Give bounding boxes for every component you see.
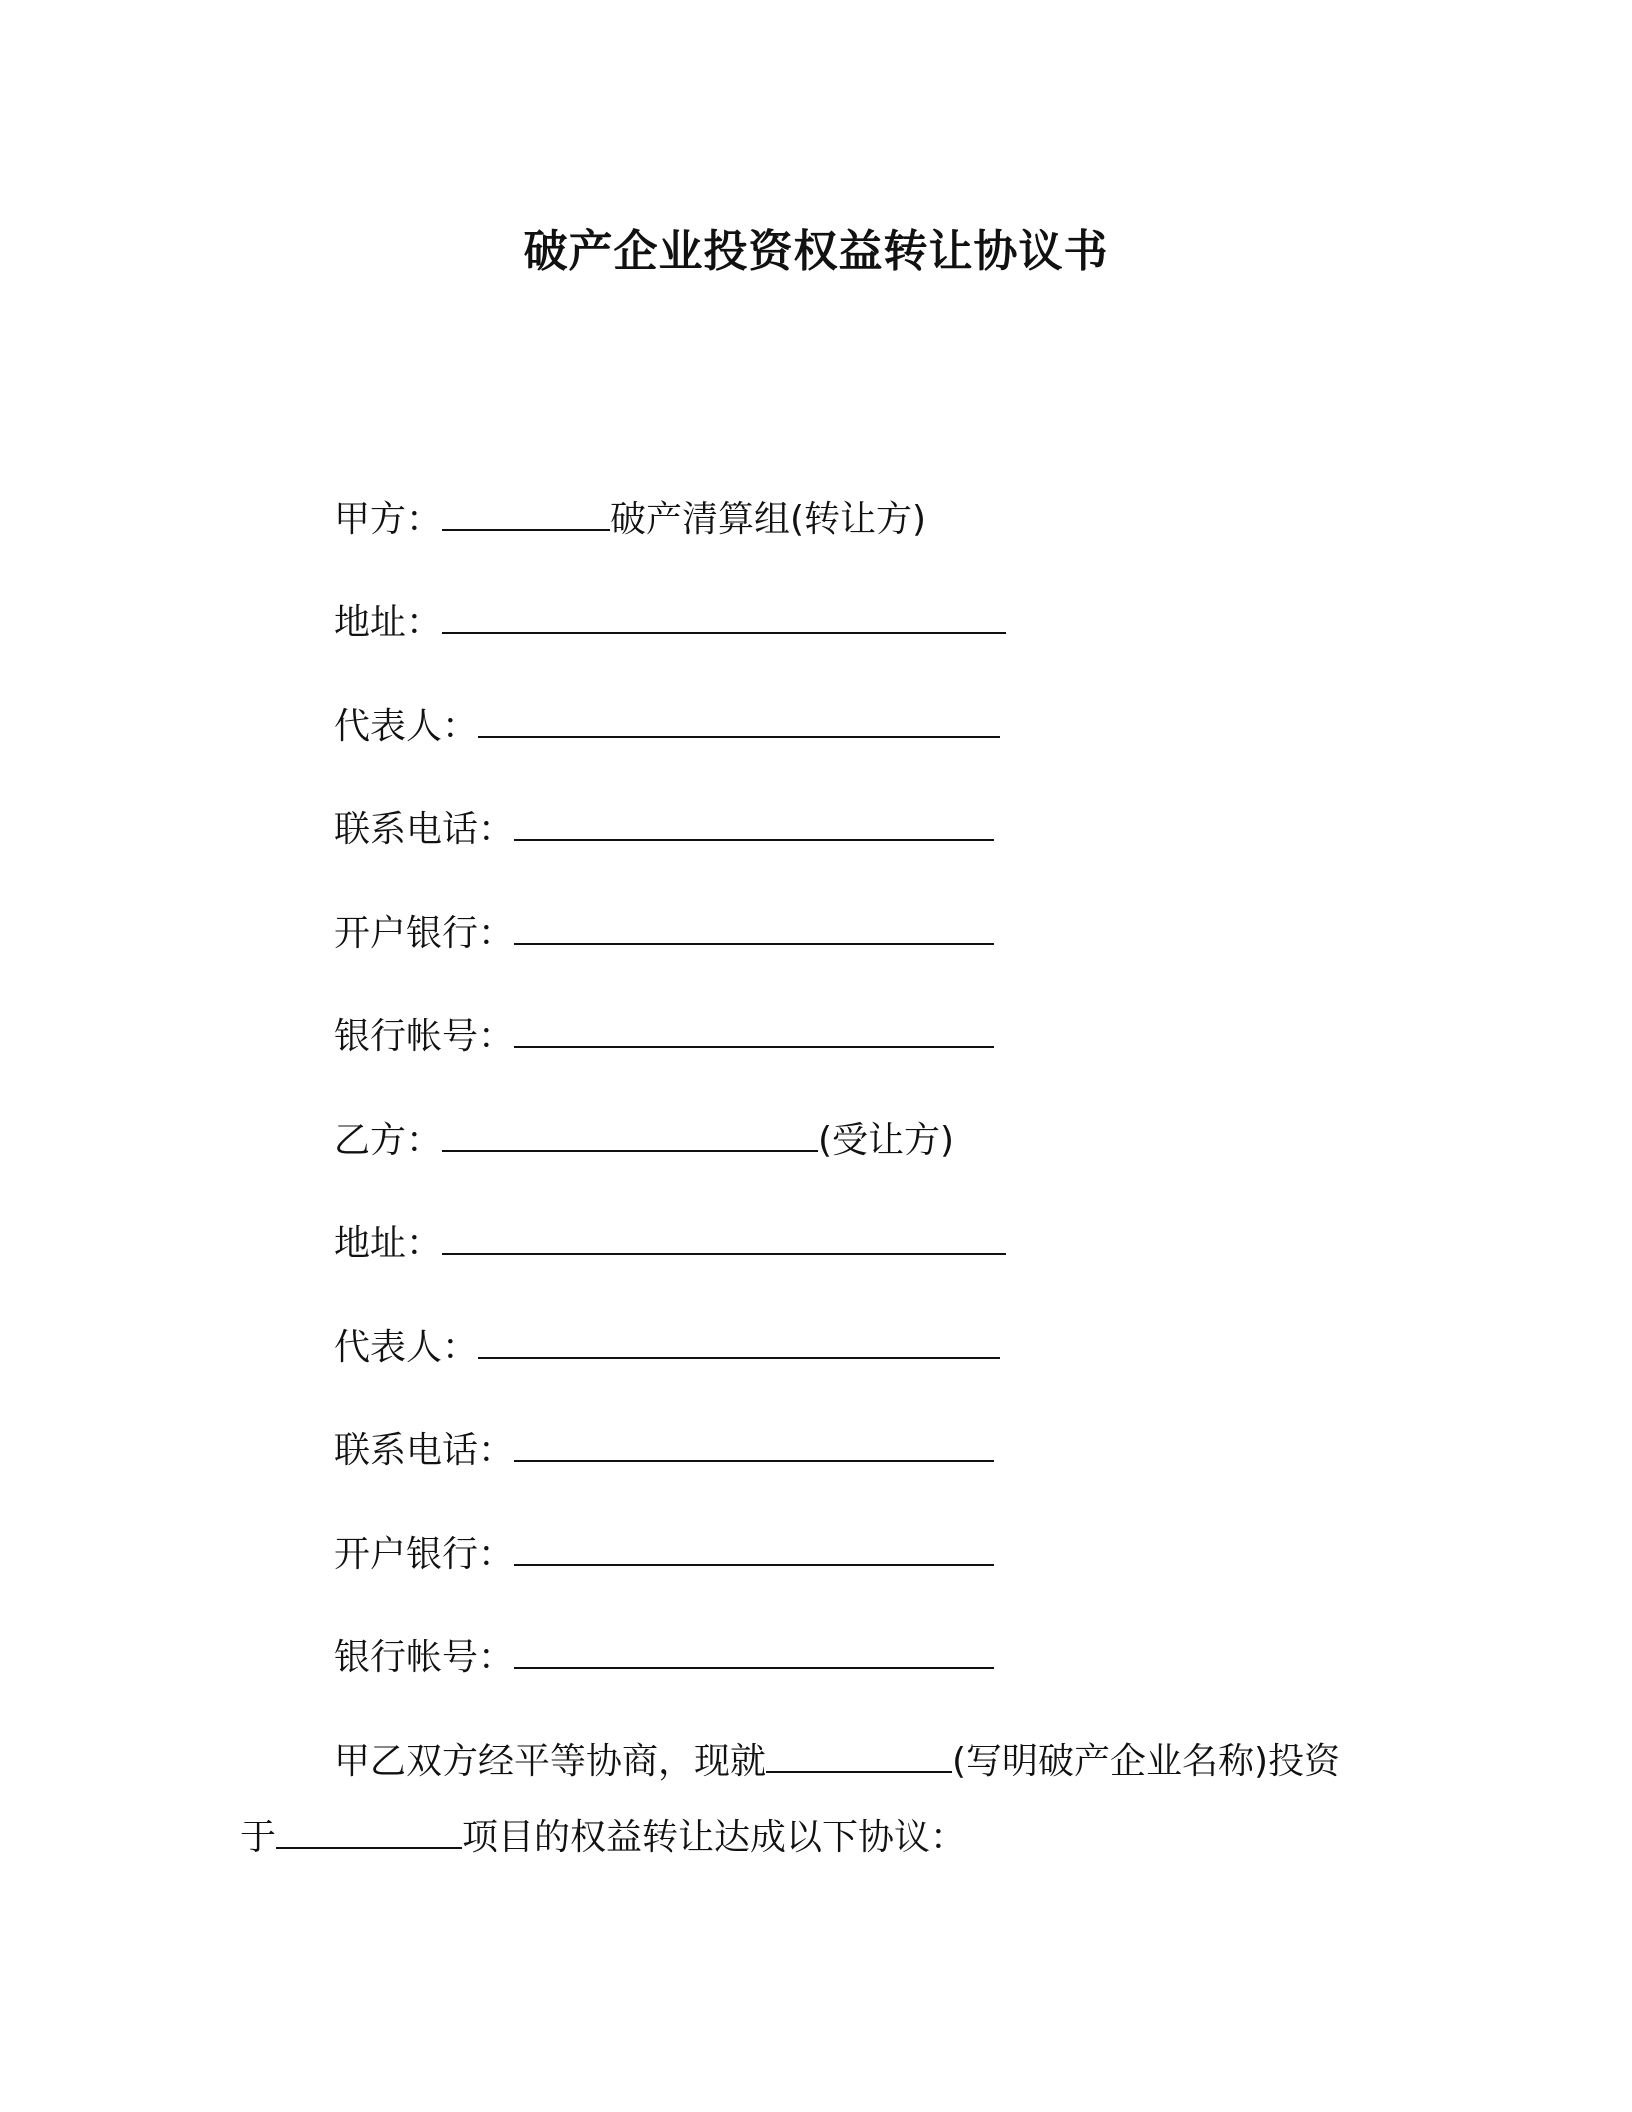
party-b-address-line [334, 1219, 1006, 1267]
party-a-address-label: 地址： [334, 602, 443, 643]
party-b-account-label: 银行帐号： [334, 1637, 515, 1678]
party-a-address-line [334, 598, 1006, 646]
party-a-phone-label: 联系电话： [334, 809, 515, 850]
party-b-line [334, 1116, 954, 1164]
party-b-label: 乙方： [334, 1120, 443, 1161]
party-a-account-line [334, 1012, 994, 1060]
intro-line-2-suffix: 项目的权益转让达成以下协议： [462, 1817, 967, 1858]
intro-line-1-prefix: 甲乙双方经平等协商，现就 [334, 1741, 767, 1782]
party-a-phone-line [334, 805, 994, 853]
party-a-representative-label: 代表人： [334, 706, 479, 747]
party-b-account-line [334, 1633, 994, 1681]
party-b-address-blank[interactable] [442, 1219, 1006, 1255]
party-a-bank-label: 开户银行： [334, 913, 515, 954]
party-a-address-blank[interactable] [442, 598, 1006, 634]
bankrupt-company-name-blank[interactable] [766, 1737, 952, 1773]
party-a-name-blank[interactable] [442, 495, 610, 531]
party-a-line [334, 495, 926, 543]
intro-line-1-suffix: (写明破产企业名称)投资 [952, 1741, 1341, 1782]
party-b-bank-line [334, 1530, 994, 1578]
intro-line-1 [334, 1737, 1340, 1786]
party-b-representative-label: 代表人： [334, 1327, 479, 1368]
party-b-phone-blank[interactable] [514, 1426, 994, 1462]
investment-project-blank[interactable] [276, 1813, 462, 1849]
party-a-bank-blank[interactable] [514, 909, 994, 945]
intro-line-2-prefix: 于 [240, 1817, 277, 1858]
party-a-bank-line [334, 909, 994, 957]
party-b-phone-label: 联系电话： [334, 1430, 515, 1471]
party-b-suffix: (受让方) [818, 1120, 955, 1161]
party-a-label: 甲方： [334, 499, 443, 540]
party-a-representative-blank[interactable] [478, 702, 1000, 738]
party-b-account-blank[interactable] [514, 1633, 994, 1669]
party-a-representative-line [334, 702, 1000, 750]
party-b-phone-line [334, 1426, 994, 1474]
party-b-bank-blank[interactable] [514, 1530, 994, 1566]
party-a-phone-blank[interactable] [514, 805, 994, 841]
party-b-name-blank[interactable] [442, 1116, 818, 1152]
party-b-bank-label: 开户银行： [334, 1534, 515, 1575]
party-b-representative-line [334, 1323, 1000, 1371]
party-a-account-label: 银行帐号： [334, 1016, 515, 1057]
party-b-address-label: 地址： [334, 1223, 443, 1264]
party-b-representative-blank[interactable] [478, 1323, 1000, 1359]
document-title: 破产企业投资权益转让协议书 [523, 226, 1109, 277]
party-a-account-blank[interactable] [514, 1012, 994, 1048]
intro-line-2 [240, 1813, 966, 1862]
party-a-suffix: 破产清算组(转让方) [610, 499, 927, 540]
